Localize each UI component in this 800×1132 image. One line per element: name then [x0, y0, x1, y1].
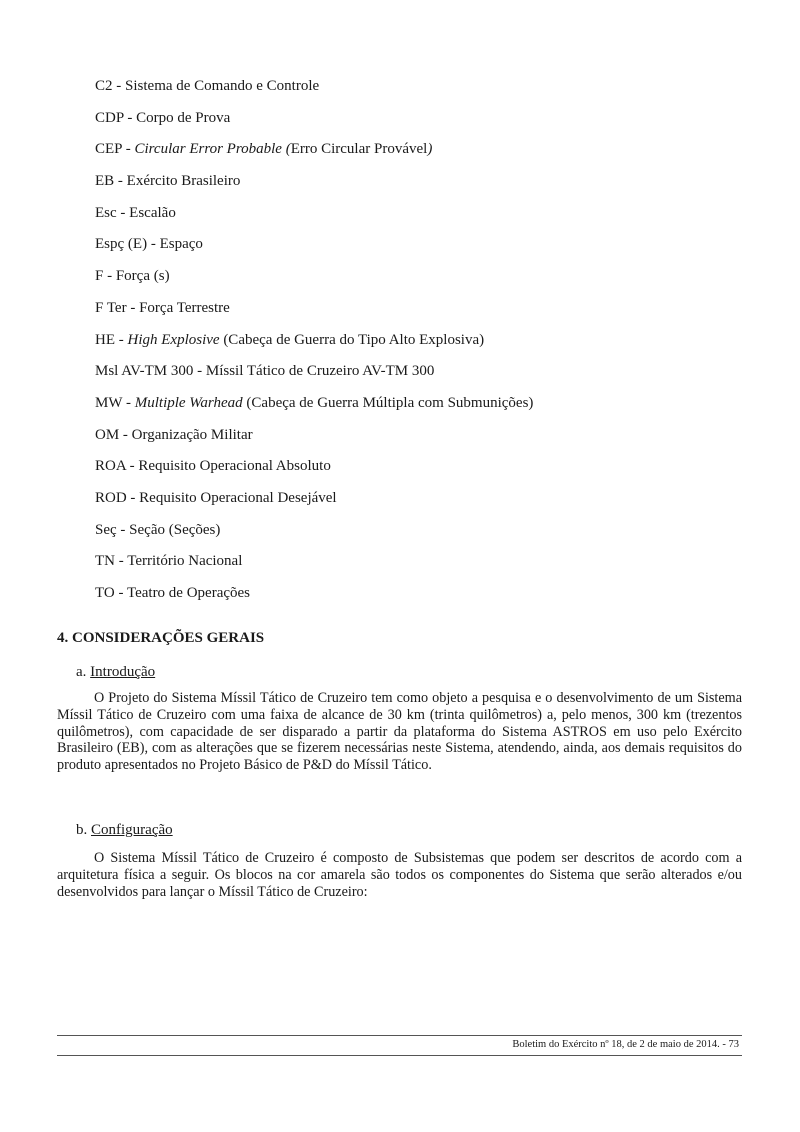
abbreviation-code: ROD [95, 489, 127, 506]
subsection-b-label: Configuração [91, 822, 173, 838]
abbreviation-code: EB [95, 173, 115, 190]
abbreviation-meaning: Requisito Operacional Desejável [139, 489, 337, 506]
footer-rule-top [57, 1035, 742, 1036]
abbreviation-meaning: Corpo de Prova [136, 109, 231, 126]
abbreviation-code: F Ter [95, 299, 127, 316]
abbreviation-item [95, 76, 533, 108]
abbreviation-code: MW [95, 394, 123, 411]
abbreviation-item [95, 361, 533, 393]
abbreviation-item [95, 583, 533, 615]
abbreviation-item [95, 171, 533, 203]
abbreviation-meaning: Exército Brasileiro [126, 173, 241, 190]
footer-rule-bottom [57, 1055, 742, 1056]
introduction-paragraph: O Projeto do Sistema Míssil Tático de Cruzeiro tem como objeto a pesquisa e o desenvolvimento de um Sistema Míssil Tático de Cruzeiro com uma faixa de alcance de 30 km (trinta quilômetros) a, pelo menos, 300 km (trezentos quilômetros), com capacidade de ser disparado a partir da plataforma do Sistema ASTROS em uso pelo Exército Brasileiro (EB), com as alterações que se fizerem necessárias neste Sistema, atendendo, ainda, aos demais requisitos do produto apresentados no Projeto Básico de P&D do Míssil Tático. [57, 690, 742, 774]
abbreviation-code: Esc [95, 204, 117, 221]
abbreviation-code: Msl AV-TM 300 [95, 363, 194, 380]
abbreviation-meaning-note: Erro Circular Provável [290, 141, 428, 158]
subsection-b-heading [76, 822, 173, 839]
abbreviation-item [95, 393, 533, 425]
abbreviation-meaning: Espaço [159, 236, 203, 253]
abbreviation-separator: - [115, 331, 128, 348]
abbreviation-separator: - [123, 109, 137, 126]
subsection-a-heading [76, 664, 155, 681]
abbreviation-item [95, 139, 533, 171]
abbreviation-item [95, 203, 533, 235]
abbreviation-code: OM [95, 426, 120, 443]
abbreviation-separator: - [121, 141, 135, 158]
abbreviation-code: C2 [95, 78, 113, 94]
abbreviation-meaning-italic: Circular Error Probable ( [134, 141, 291, 158]
subsection-a-label: Introdução [90, 664, 156, 680]
abbreviation-code: TN [95, 553, 115, 570]
abbreviation-separator: - [115, 553, 128, 570]
abbreviation-separator: - [125, 458, 139, 475]
abbreviation-meaning-italic: Multiple Warhead [134, 394, 243, 411]
footer-text: Boletim do Exército nº 18, de 2 de maio de 2014. - 73 [512, 1039, 739, 1050]
abbreviation-code: Espç (E) [95, 236, 148, 253]
abbreviation-separator: - [122, 394, 135, 411]
abbreviation-meaning: Míssil Tático de Cruzeiro AV-TM 300 [205, 363, 435, 380]
abbreviation-meaning-italic-end: ) [427, 141, 433, 158]
abbreviation-item [95, 456, 533, 488]
abbreviation-meaning-italic: High Explosive [127, 331, 220, 348]
abbreviation-meaning: Território Nacional [127, 553, 243, 570]
abbreviation-list [95, 76, 533, 615]
abbreviation-separator: - [126, 489, 140, 506]
subsection-a-prefix: a. [76, 664, 91, 680]
abbreviation-meaning: Organização Militar [131, 426, 253, 443]
abbreviation-item [95, 425, 533, 457]
abbreviation-code: CDP [95, 109, 124, 126]
abbreviation-separator: - [193, 363, 206, 380]
abbreviation-meaning: Escalão [129, 204, 176, 221]
abbreviation-separator: - [112, 78, 126, 94]
abbreviation-meaning-note: (Cabeça de Guerra do Tipo Alto Explosiva) [219, 331, 485, 348]
abbreviation-item [95, 551, 533, 583]
abbreviation-code: F [95, 268, 104, 285]
abbreviation-meaning: Força Terrestre [139, 299, 230, 316]
abbreviation-meaning: Requisito Operacional Absoluto [138, 458, 331, 475]
abbreviation-separator: - [116, 521, 130, 538]
subsection-b-prefix: b. [76, 822, 91, 838]
abbreviation-separator: - [116, 204, 130, 221]
abbreviation-separator: - [147, 236, 160, 253]
abbreviation-item [95, 266, 533, 298]
abbreviation-meaning: Teatro de Operações [126, 585, 251, 601]
abbreviation-meaning: Sistema de Comando e Controle [125, 78, 320, 94]
abbreviation-meaning: Força (s) [115, 268, 170, 285]
abbreviation-code: ROA [95, 458, 126, 475]
abbreviation-separator: - [114, 173, 127, 190]
abbreviation-separator: - [119, 426, 132, 443]
section-title: 4. CONSIDERAÇÕES GERAIS [57, 630, 265, 646]
abbreviation-meaning-note: (Cabeça de Guerra Múltipla com Submunições) [242, 394, 534, 411]
abbreviation-meaning: Seção (Seções) [129, 521, 221, 538]
abbreviation-item [95, 520, 533, 552]
abbreviation-code: Seç [95, 521, 117, 538]
abbreviation-code: TO [95, 585, 115, 601]
abbreviation-item [95, 234, 533, 266]
configuration-paragraph: O Sistema Míssil Tático de Cruzeiro é composto de Subsistemas que podem ser descritos de acordo com a arquitetura física a seguir. Os blocos na cor amarela são todos os componentes do Sistema que serão alterados e/ou desenvolvidos para lançar o Míssil Tático de Cruzeiro: [57, 850, 742, 900]
abbreviation-item [95, 298, 533, 330]
abbreviation-separator: - [103, 268, 116, 285]
abbreviation-code: CEP [95, 141, 122, 158]
abbreviation-item [95, 488, 533, 520]
abbreviation-separator: - [114, 585, 127, 601]
abbreviation-separator: - [126, 299, 140, 316]
abbreviation-item [95, 108, 533, 140]
abbreviation-item [95, 330, 533, 362]
abbreviation-code: HE [95, 331, 115, 348]
